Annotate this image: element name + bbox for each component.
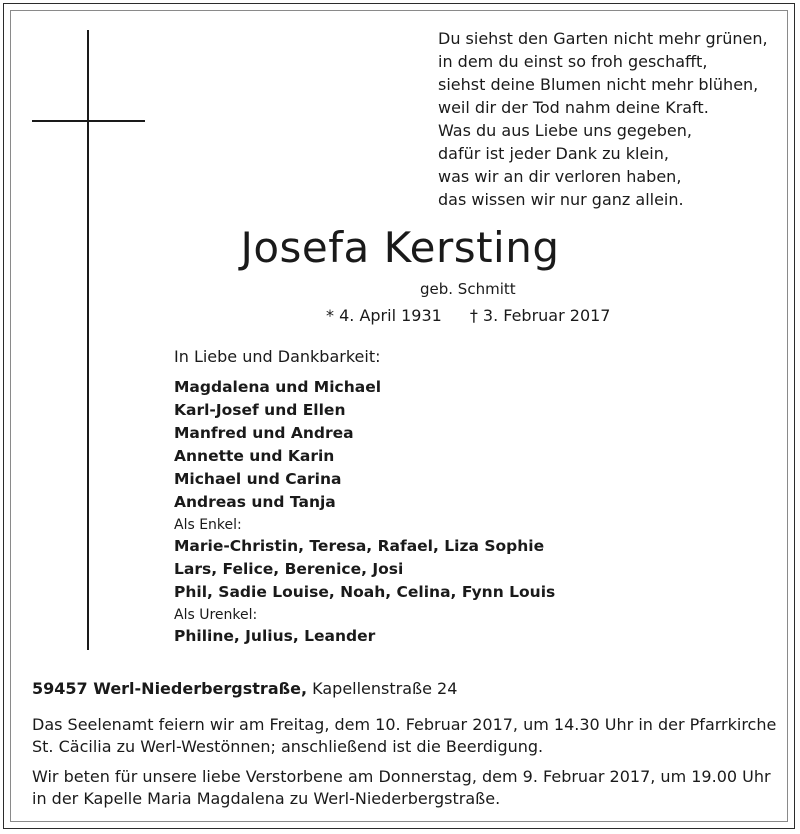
poem-line: weil dir der Tod nahm deine Kraft. xyxy=(438,98,709,117)
poem-line: siehst deine Blumen nicht mehr blühen, xyxy=(438,75,759,94)
address-street: Kapellenstraße 24 xyxy=(312,679,458,698)
birth-date: * 4. April 1931 xyxy=(326,306,442,325)
poem-line: dafür ist jeder Dank zu klein, xyxy=(438,144,669,163)
grandchildren-line: Lars, Felice, Berenice, Josi xyxy=(174,560,404,578)
life-dates xyxy=(326,305,610,327)
address xyxy=(32,678,457,700)
poem-line: was wir an dir verloren haben, xyxy=(438,167,682,186)
great-grandchildren-label: Als Urenkel: xyxy=(174,607,258,623)
mourner-family: Karl-Josef und Ellen xyxy=(174,401,346,419)
great-grandchildren-line: Philine, Julius, Leander xyxy=(174,627,376,645)
mourner-family: Michael und Carina xyxy=(174,470,342,488)
mourner-family: Andreas und Tanja xyxy=(174,493,336,511)
death-date: † 3. Februar 2017 xyxy=(469,306,611,325)
mourner-family: Annette und Karin xyxy=(174,447,335,465)
grandchildren-line: Phil, Sadie Louise, Noah, Celina, Fynn Louis xyxy=(174,583,556,601)
requiem-notice: Das Seelenamt feiern wir am Freitag, dem 10. Februar 2017, um 14.30 Uhr in der Pfarrkirche St. Cäcilia zu Werl-Westönnen; anschließend ist die Beerdigung. xyxy=(32,715,777,756)
mourners-intro: In Liebe und Dankbarkeit: xyxy=(174,347,381,366)
maiden-name: geb. Schmitt xyxy=(420,280,516,298)
grandchildren-line: Marie-Christin, Teresa, Rafael, Liza Sophie xyxy=(174,537,545,555)
mourners-list xyxy=(174,346,694,648)
mourner-family: Manfred und Andrea xyxy=(174,424,354,442)
cross-horizontal-bar xyxy=(32,120,145,122)
grandchildren-label: Als Enkel: xyxy=(174,517,242,533)
prayer-notice: Wir beten für unsere liebe Verstorbene am Donnerstag, dem 9. Februar 2017, um 19.00 Uhr in der Kapelle Maria Magdalena zu Werl-Niederbergstraße. xyxy=(32,767,771,808)
mourner-family: Magdalena und Michael xyxy=(174,378,382,396)
cross-vertical-bar xyxy=(87,30,89,650)
poem-line: Was du aus Liebe uns gegeben, xyxy=(438,121,692,140)
poem-line: in dem du einst so froh geschafft, xyxy=(438,52,708,71)
deceased-name: Josefa Kersting xyxy=(240,223,560,272)
poem-line: Du siehst den Garten nicht mehr grünen, xyxy=(438,29,768,48)
poem-line: das wissen wir nur ganz allein. xyxy=(438,190,684,209)
poem xyxy=(438,27,783,211)
address-town: 59457 Werl-Niederbergstraße, xyxy=(32,679,308,698)
